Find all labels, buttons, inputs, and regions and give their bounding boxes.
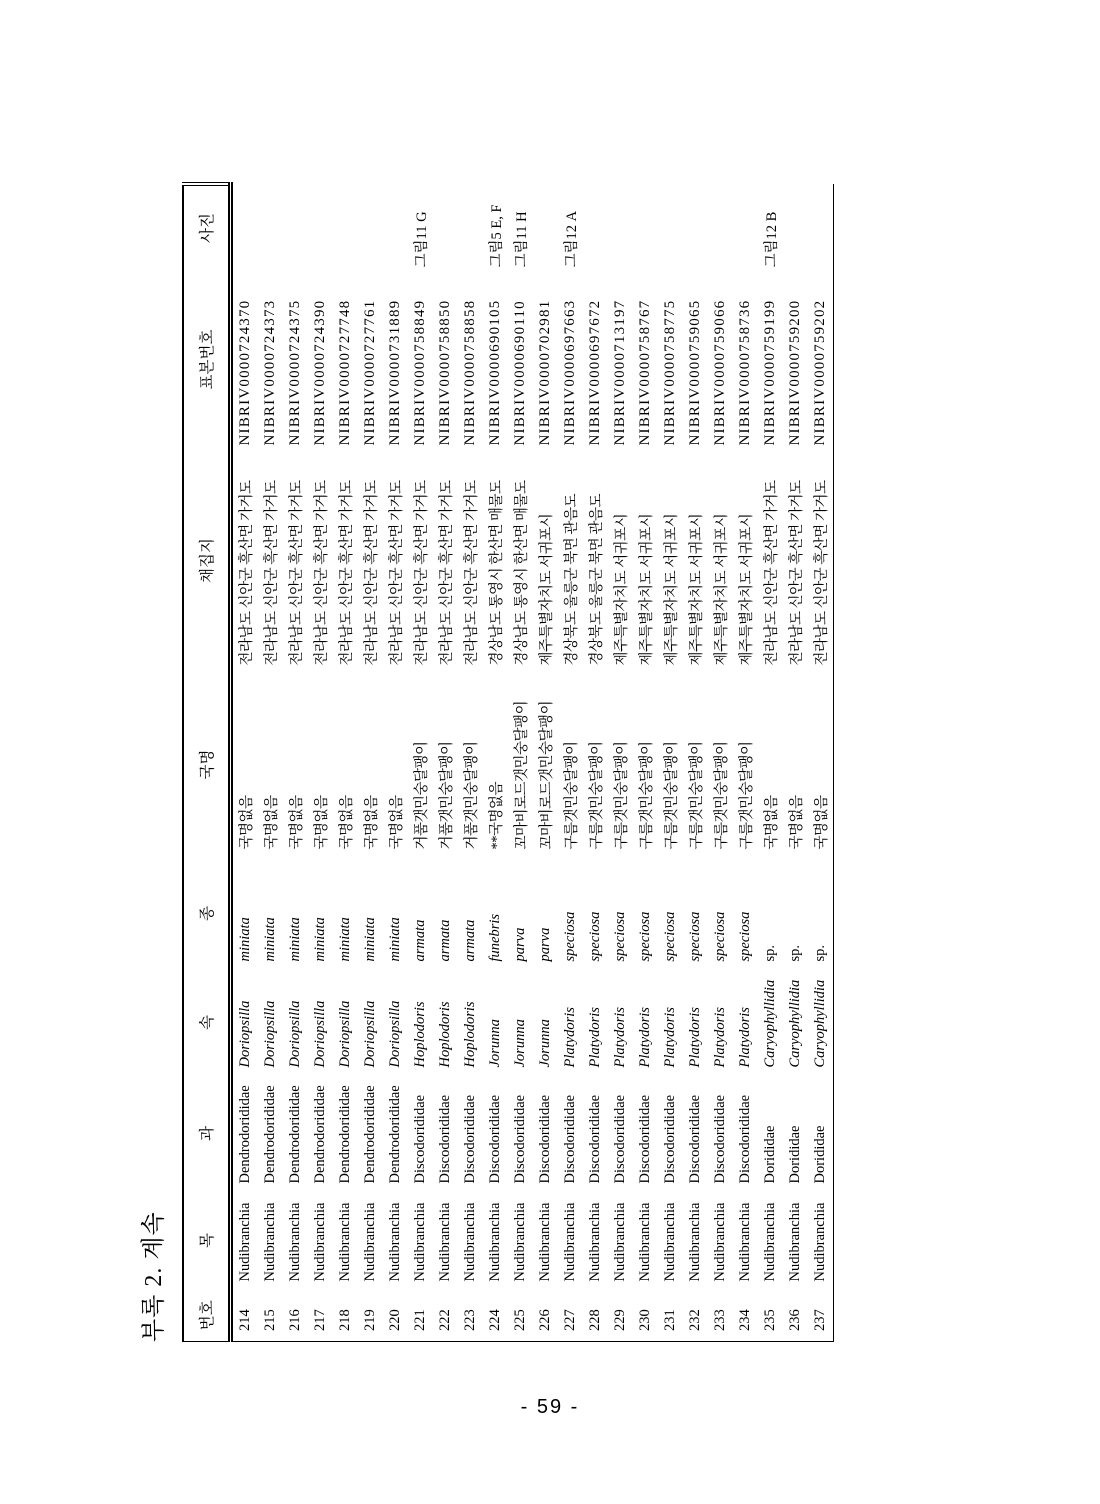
table-cell — [533, 185, 558, 270]
table-cell: 215 — [262, 1309, 278, 1331]
table-cell: 전라남도 신안군 흑산면 가거도 — [389, 480, 405, 666]
table-cell: NIBRIV0000724373 — [262, 299, 278, 446]
table-cell: NIBRIV0000758775 — [662, 299, 678, 446]
table-cell — [458, 185, 483, 270]
table-cell: 234 — [737, 1309, 753, 1331]
table-cell: NIBRIV0000731889 — [387, 299, 403, 446]
table-cell: 230 — [637, 1309, 653, 1331]
table-cell: 국명없음 — [364, 795, 380, 850]
table-cell: 전라남도 신안군 흑산면 가거도 — [239, 480, 255, 666]
table-cell: 경상북도 울릉군 북면 관음도 — [589, 494, 605, 666]
table-cell: speciosa — [612, 911, 628, 962]
table-cell: speciosa — [662, 911, 678, 962]
table-cell — [708, 185, 733, 270]
table-cell: NIBRIV0000690110 — [512, 300, 528, 446]
table-cell: 국명없음 — [339, 795, 355, 850]
table-cell — [383, 185, 408, 270]
table-cell: Discodorididae — [437, 1094, 453, 1184]
table-cell: 229 — [612, 1309, 628, 1331]
table-cell: 228 — [587, 1309, 603, 1331]
table-cell: Dendrodorididae — [387, 1085, 403, 1184]
table-cell: Nudibranchia — [337, 1202, 353, 1282]
table-cell: sp. — [762, 944, 778, 962]
table-cell: NIBRIV0000727761 — [362, 299, 378, 446]
header-cell: 종 — [183, 858, 231, 970]
table-cell: 국명없음 — [314, 795, 330, 850]
table-cell — [231, 185, 259, 270]
table-cell: 224 — [487, 1309, 503, 1331]
table-cell: armata — [462, 919, 478, 962]
table-cell: NIBRIV0000697672 — [587, 299, 603, 446]
table-cell: Nudibranchia — [487, 1202, 503, 1282]
table-cell: 제주특별자치도 서귀포시 — [539, 513, 555, 666]
table-cell: 217 — [312, 1309, 328, 1331]
table-cell: Caryophyllidia — [812, 979, 828, 1068]
table-cell: Discodorididae — [487, 1094, 503, 1184]
table-cell: 구름갯민숭달팽이 — [639, 741, 655, 850]
table-cell: Nudibranchia — [587, 1202, 603, 1282]
table-cell — [808, 185, 834, 270]
table-cell: 214 — [237, 1309, 253, 1331]
rotated-page-block — [139, 185, 832, 1342]
table-row — [533, 185, 558, 1342]
table-cell: 그림12 A — [564, 210, 580, 268]
table-cell: Caryophyllidia — [762, 979, 778, 1068]
table-cell — [283, 185, 308, 270]
table-cell: Discodorididae — [512, 1094, 528, 1184]
table-cell: armata — [437, 919, 453, 962]
table-cell — [783, 185, 808, 270]
table-cell: Nudibranchia — [387, 1202, 403, 1282]
table-cell: 구름갯민숭달팽이 — [614, 741, 630, 850]
table-cell: Hoplodoris — [412, 1001, 428, 1068]
table-cell: 거품갯민숭달팽이 — [464, 741, 480, 850]
table-cell: NIBRIV0000759066 — [712, 299, 728, 446]
table-cell: 구름갯민숭달팽이 — [739, 741, 755, 850]
header-cell: 표본번호 — [183, 270, 231, 450]
table-cell: Discodorididae — [412, 1094, 428, 1184]
table-cell: Nudibranchia — [762, 1202, 778, 1282]
table-cell — [308, 185, 333, 270]
table-cell: Nudibranchia — [262, 1202, 278, 1282]
table-cell: miniata — [237, 917, 253, 962]
table-cell: **국명없음 — [489, 781, 505, 850]
table-cell: 전라남도 신안군 흑산면 가거도 — [789, 480, 805, 666]
table-cell: 그림5 E, F — [489, 204, 505, 268]
table-cell: 전라남도 신안군 흑산면 가거도 — [814, 480, 830, 666]
table-cell: speciosa — [562, 911, 578, 962]
appendix-specimen-table — [182, 183, 834, 1343]
table-cell: 경상남도 통영시 한산면 매물도 — [514, 480, 530, 666]
table-cell: NIBRIV0000724375 — [287, 299, 303, 446]
header-cell: 국명 — [183, 672, 231, 858]
table-cell: Dorididae — [787, 1125, 803, 1184]
table-cell: 231 — [662, 1309, 678, 1331]
table-cell: NIBRIV0000697663 — [562, 299, 578, 446]
table-cell: parva — [512, 927, 528, 962]
table-cell: sp. — [787, 944, 803, 962]
table-cell — [658, 185, 683, 270]
table-header-row — [183, 185, 231, 1342]
table-cell: Hoplodoris — [462, 1001, 478, 1068]
table-row — [408, 185, 433, 1342]
table-cell: Doriopsilla — [362, 1000, 378, 1068]
table-cell: 그림12 B — [764, 211, 780, 268]
table-cell: Jorunna — [537, 1019, 553, 1068]
table-cell: Platydoris — [562, 1007, 578, 1068]
header-cell: 속 — [183, 970, 231, 1076]
table-cell — [358, 185, 383, 270]
table-cell: Platydoris — [687, 1007, 703, 1068]
table-cell: Discodorididae — [737, 1094, 753, 1184]
table-cell: NIBRIV0000758849 — [412, 299, 428, 446]
table-cell: miniata — [312, 917, 328, 962]
table-cell: NIBRIV0000690105 — [487, 299, 503, 446]
table-row — [783, 185, 808, 1342]
table-cell: Doriopsilla — [387, 1000, 403, 1068]
table-cell: Jorunna — [512, 1019, 528, 1068]
table-cell: Nudibranchia — [312, 1202, 328, 1282]
table-cell — [433, 185, 458, 270]
table-cell: Platydoris — [737, 1007, 753, 1068]
table-row — [683, 185, 708, 1342]
table-cell: Nudibranchia — [787, 1202, 803, 1282]
table-cell: Nudibranchia — [812, 1202, 828, 1282]
table-cell: Nudibranchia — [537, 1202, 553, 1282]
table-cell: Discodorididae — [687, 1094, 703, 1184]
table-cell: 225 — [512, 1309, 528, 1331]
table-cell: Doriopsilla — [262, 1000, 278, 1068]
table-cell: 국명없음 — [289, 795, 305, 850]
table-cell: 232 — [687, 1309, 703, 1331]
table-cell: Doriopsilla — [287, 1000, 303, 1068]
table-cell: 전라남도 신안군 흑산면 가거도 — [314, 480, 330, 666]
table-cell: 216 — [287, 1309, 303, 1331]
page-number: - 59 - — [520, 1396, 580, 1418]
table-cell: Dendrodorididae — [337, 1085, 353, 1184]
table-cell: NIBRIV0000758736 — [737, 299, 753, 446]
table-cell: 제주특별자치도 서귀포시 — [739, 513, 755, 666]
table-cell: miniata — [362, 917, 378, 962]
table-cell: miniata — [262, 917, 278, 962]
table-row — [508, 185, 533, 1342]
table-cell: Doriopsilla — [237, 1000, 253, 1068]
table-cell: Dorididae — [762, 1125, 778, 1184]
table-cell: 경상북도 울릉군 북면 관음도 — [564, 494, 580, 666]
table-cell: 국명없음 — [789, 795, 805, 850]
table-cell: 제주특별자치도 서귀포시 — [689, 513, 705, 666]
table-cell: NIBRIV0000759065 — [687, 299, 703, 446]
table-cell: Platydoris — [712, 1007, 728, 1068]
table-cell: 전라남도 신안군 흑산면 가거도 — [764, 480, 780, 666]
table-cell: Nudibranchia — [712, 1202, 728, 1282]
table-cell: Nudibranchia — [637, 1202, 653, 1282]
table-cell: 국명없음 — [264, 795, 280, 850]
table-cell: 236 — [787, 1309, 803, 1331]
table-cell: 국명없음 — [239, 795, 255, 850]
table-cell: 전라남도 신안군 흑산면 가거도 — [364, 480, 380, 666]
table-cell: 구름갯민숭달팽이 — [714, 741, 730, 850]
table-cell: Platydoris — [662, 1007, 678, 1068]
table-cell: NIBRIV0000727748 — [337, 299, 353, 446]
table-cell: 꼬마비로드갯민숭달팽이 — [539, 700, 555, 850]
table-cell: Nudibranchia — [512, 1202, 528, 1282]
table-cell: Discodorididae — [537, 1094, 553, 1184]
table-cell: Caryophyllidia — [787, 979, 803, 1068]
table-cell: Doriopsilla — [337, 1000, 353, 1068]
table-row — [333, 185, 358, 1342]
table-cell: Nudibranchia — [362, 1202, 378, 1282]
table-cell: Discodorididae — [562, 1094, 578, 1184]
table-cell — [583, 185, 608, 270]
table-cell: Dendrodorididae — [312, 1085, 328, 1184]
table-cell: 거품갯민숭달팽이 — [439, 741, 455, 850]
table-cell: Nudibranchia — [562, 1202, 578, 1282]
table-cell: 전라남도 신안군 흑산면 가거도 — [414, 480, 430, 666]
table-cell: 제주특별자치도 서귀포시 — [714, 513, 730, 666]
table-row — [458, 185, 483, 1342]
table-cell: Discodorididae — [462, 1094, 478, 1184]
table-cell: 그림11 G — [414, 211, 430, 268]
table-row — [358, 185, 383, 1342]
table-cell: speciosa — [737, 911, 753, 962]
table-cell: speciosa — [712, 911, 728, 962]
table-cell: 구름갯민숭달팽이 — [589, 741, 605, 850]
table-cell: Nudibranchia — [662, 1202, 678, 1282]
table-cell: 국명없음 — [389, 795, 405, 850]
table-cell: 제주특별자치도 서귀포시 — [664, 513, 680, 666]
table-cell: 구름갯민숭달팽이 — [689, 741, 705, 850]
table-cell: 237 — [812, 1309, 828, 1331]
table-cell: NIBRIV0000713197 — [612, 299, 628, 446]
table-cell: NIBRIV0000724370 — [237, 299, 253, 446]
table-cell: 국명없음 — [764, 795, 780, 850]
table-cell: 233 — [712, 1309, 728, 1331]
header-cell: 과 — [183, 1076, 231, 1192]
table-cell: speciosa — [637, 911, 653, 962]
table-cell: miniata — [337, 917, 353, 962]
table-cell: NIBRIV0000758767 — [637, 299, 653, 446]
table-cell: 220 — [387, 1309, 403, 1331]
table-row — [258, 185, 283, 1342]
table-cell: NIBRIV0000702981 — [537, 299, 553, 446]
table-row — [558, 185, 583, 1342]
table-cell: Discodorididae — [662, 1094, 678, 1184]
table-cell — [333, 185, 358, 270]
table-cell: Hoplodoris — [437, 1001, 453, 1068]
table-row — [383, 185, 408, 1342]
table-row — [708, 185, 733, 1342]
table-cell: 전라남도 신안군 흑산면 가거도 — [289, 480, 305, 666]
table-cell: Platydoris — [587, 1007, 603, 1068]
table-cell: Nudibranchia — [287, 1202, 303, 1282]
table-cell: Dendrodorididae — [237, 1085, 253, 1184]
table-cell: parva — [537, 927, 553, 962]
table-cell: 235 — [762, 1309, 778, 1331]
table-cell: miniata — [387, 917, 403, 962]
table-cell: NIBRIV0000724390 — [312, 299, 328, 446]
table-cell: Nudibranchia — [687, 1202, 703, 1282]
table-cell: Platydoris — [637, 1007, 653, 1068]
table-cell: NIBRIV0000759202 — [812, 299, 828, 446]
table-cell: Discodorididae — [612, 1094, 628, 1184]
table-cell: Nudibranchia — [437, 1202, 453, 1282]
table-cell: 그림11 H — [514, 211, 530, 268]
table-cell: NIBRIV0000758850 — [437, 299, 453, 446]
table-cell: Jorunna — [487, 1019, 503, 1068]
table-cell: 제주특별자치도 서귀포시 — [614, 513, 630, 666]
table-cell: NIBRIV0000758858 — [462, 299, 478, 446]
table-cell — [608, 185, 633, 270]
header-cell: 사진 — [183, 185, 231, 270]
table-cell: 경상남도 통영시 한산면 매물도 — [489, 480, 505, 666]
table-cell: Nudibranchia — [612, 1202, 628, 1282]
table-cell — [633, 185, 658, 270]
table-cell: 꼬마비로드갯민숭달팽이 — [514, 700, 530, 850]
table-cell: armata — [412, 919, 428, 962]
table-row — [808, 185, 834, 1342]
table-row — [583, 185, 608, 1342]
page-title: 부록 2. 계속 — [141, 1211, 167, 1342]
table-cell: 223 — [462, 1309, 478, 1331]
header-cell: 번호 — [183, 1290, 231, 1342]
table-cell: Doriopsilla — [312, 1000, 328, 1068]
table-cell: 218 — [337, 1309, 353, 1331]
table-row — [283, 185, 308, 1342]
table-row — [658, 185, 683, 1342]
table-row — [308, 185, 333, 1342]
table-cell: 226 — [537, 1309, 553, 1331]
table-cell: 221 — [412, 1309, 428, 1331]
table-cell: NIBRIV0000759199 — [762, 299, 778, 446]
table-cell: 거품갯민숭달팽이 — [414, 741, 430, 850]
table-cell: 전라남도 신안군 흑산면 가거도 — [339, 480, 355, 666]
table-cell: miniata — [287, 917, 303, 962]
table-cell: 구름갯민숭달팽이 — [664, 741, 680, 850]
table-cell: 구름갯민숭달팽이 — [564, 741, 580, 850]
table-cell: Discodorididae — [637, 1094, 653, 1184]
table-cell: 222 — [437, 1309, 453, 1331]
table-cell: Discodorididae — [712, 1094, 728, 1184]
table-cell: 전라남도 신안군 흑산면 가거도 — [464, 480, 480, 666]
table-row — [231, 185, 259, 1342]
header-cell: 채집지 — [183, 450, 231, 672]
header-cell: 목 — [183, 1192, 231, 1290]
table-cell: 전라남도 신안군 흑산면 가거도 — [264, 480, 280, 666]
table-cell: Nudibranchia — [737, 1202, 753, 1282]
table-cell: Nudibranchia — [237, 1202, 253, 1282]
table-cell: 제주특별자치도 서귀포시 — [639, 513, 655, 666]
table-cell: 219 — [362, 1309, 378, 1331]
table-cell — [258, 185, 283, 270]
table-cell: Nudibranchia — [412, 1202, 428, 1282]
table-cell: Platydoris — [612, 1007, 628, 1068]
table-cell: 전라남도 신안군 흑산면 가거도 — [439, 480, 455, 666]
table-row — [433, 185, 458, 1342]
table-row — [733, 185, 758, 1342]
table-cell: speciosa — [687, 911, 703, 962]
table-row — [608, 185, 633, 1342]
table-cell: Nudibranchia — [462, 1202, 478, 1282]
table-cell: Dendrodorididae — [362, 1085, 378, 1184]
table-cell: sp. — [812, 944, 828, 962]
table-cell: Discodorididae — [587, 1094, 603, 1184]
table-cell: Dorididae — [812, 1125, 828, 1184]
table-cell — [733, 185, 758, 270]
table-cell: funebris — [487, 913, 503, 962]
table-cell: Dendrodorididae — [262, 1085, 278, 1184]
table-cell: 국명없음 — [814, 795, 830, 850]
table-cell: 227 — [562, 1309, 578, 1331]
table-row — [633, 185, 658, 1342]
table-cell: speciosa — [587, 911, 603, 962]
table-cell — [683, 185, 708, 270]
table-row — [758, 185, 783, 1342]
table-row — [483, 185, 508, 1342]
table-cell: Dendrodorididae — [287, 1085, 303, 1184]
table-cell: NIBRIV0000759200 — [787, 299, 803, 446]
